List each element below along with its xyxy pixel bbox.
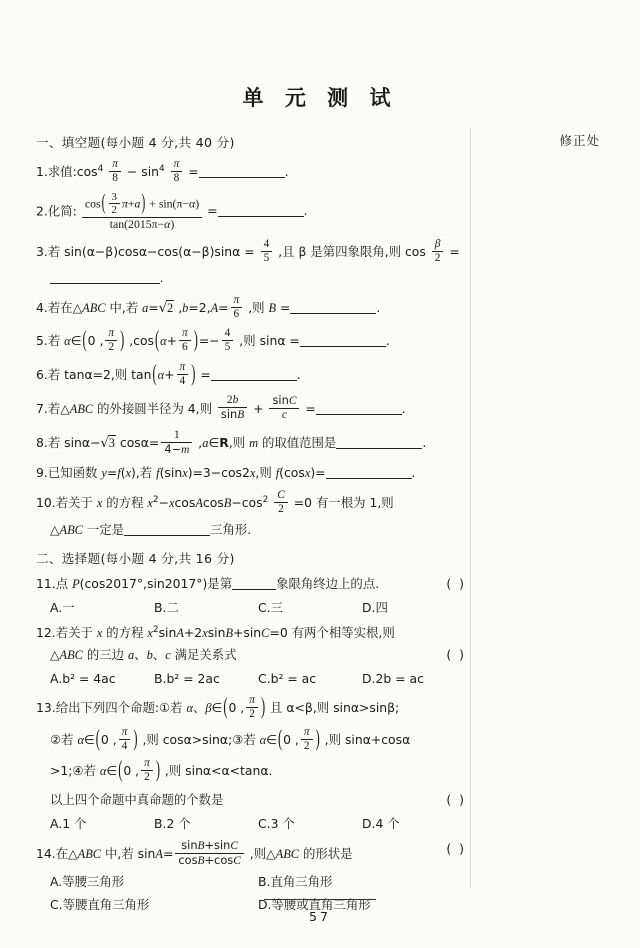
section-heading-fill-in: 一、填空题(每小题 4 分,共 40 分) — [36, 135, 235, 150]
exercise-content — [36, 128, 466, 921]
option-12-a[interactable]: A.b² = 4ac — [50, 671, 116, 687]
answer-bracket-14: ( ) — [446, 840, 466, 856]
section-heading-multiple-choice: 二、选择题(每小题 4 分,共 16 分) — [36, 550, 235, 566]
option-13-c[interactable]: C.3 个 — [258, 815, 295, 831]
question-2: 2.化简: cos( $\frac{3}{2}$ π+a) + sin(π−α) tan(2015π−α) = . — [36, 190, 308, 232]
question-13: 13.给出下列四个命题:①若 α、β∈(0 , $\frac{\pi}{2}$ ) 且 α<β,则 sinα>sinβ; ②若 α∈(0 , $\frac{\pi}{4}$ ) ,则 cosα>sinα;③若 α∈(0 , $\frac{\pi}{2}$ ) ,则 sinα+cosα >1;④若 α∈(0 , $\frac{\pi}{2}$ ) ,则 sinα<α<tanα. ( ) 以上四个命题中真命题的个数是 A.1 个 B.2 个 C.3 个 D.4 个 — [36, 692, 466, 831]
question-9: 9.已知函数 y=f(x),若 f(sinx)=3−cos2x,则 f(cosx)= . — [36, 465, 416, 481]
question-13-tail: 以上四个命题中真命题的个数是 — [50, 791, 224, 807]
options-14-row1 — [50, 873, 466, 891]
option-12-b[interactable]: B.b² = 2ac — [154, 671, 220, 687]
option-13-d[interactable]: D.4 个 — [362, 815, 400, 831]
page-title: 单 元 测 试 — [242, 86, 398, 110]
margin-note-label: 修正处 — [559, 133, 600, 148]
option-11-b[interactable]: B.二 — [154, 600, 179, 616]
question-11: ( ) 11.点 P(cos2017°,sin2017°)是第 象限角终边上的点. A.一 B.二 C.三 D.四 — [36, 576, 466, 616]
question-10: 10.若关于 x 的方程 $x^2-xcosAcosB-\cos^2$ $\frac{C}{2}$ =0 有一根为 1,则 △ABC 一定是 三角形. — [36, 489, 394, 537]
option-12-c[interactable]: C.b² = ac — [258, 671, 317, 687]
page-number: 57 — [309, 909, 331, 924]
question-6: 6.若 tanα=2,则 tan(α+ $\frac{\pi}{4}$ ) = . — [36, 359, 301, 387]
option-11-a[interactable]: A.一 — [50, 600, 75, 616]
option-12-d[interactable]: D.2b = ac — [362, 671, 424, 687]
option-14-a[interactable]: A.等腰三角形 — [50, 874, 125, 890]
options-12 — [50, 670, 466, 688]
option-14-d[interactable]: D.等腰或直角三角形 — [258, 897, 371, 913]
option-11-d[interactable]: D.四 — [362, 600, 388, 616]
option-14-b[interactable]: B.直角三角形 — [258, 874, 333, 890]
answer-bracket-11: ( ) — [446, 576, 466, 592]
question-1: 1.求值$:\cos^4$ $\frac{\pi}{8}$ − $\sin^4$ $\frac{\pi}{8}$ = . — [36, 158, 289, 185]
option-13-a[interactable]: A.1 个 — [50, 815, 87, 831]
options-11 — [50, 599, 466, 617]
margin-divider — [470, 128, 471, 888]
question-4: 4.若在△ABC 中,若 a=√2 ,b=2,A= $\frac{\pi}{6}$ ,则 B = . — [36, 293, 381, 320]
options-13 — [50, 815, 466, 833]
question-5: 5.若 α∈(0 , $\frac{\pi}{2}$ ) ,cos(α+ $\frac{\pi}{6}$ )=− $\frac{4}{5}$ ,则 sinα = . — [36, 325, 390, 354]
question-7: 7.若△ABC 的外接圆半径为 4,则 $\frac{2b}{\sin B}$ + $\frac{\sin C}{c}$ = . — [36, 393, 406, 422]
question-8: 8.若 sinα−√3 cosα= $\frac{1}{4-m}$ ,a∈R,则 m 的取值范围是 . — [36, 428, 427, 456]
footer-rule — [264, 899, 376, 900]
option-13-b[interactable]: B.2 个 — [154, 815, 191, 831]
question-14: ( ) 14.在△ABC 中,若 sinA= $\frac{\sin B+\sin C}{\cos B+\cos C}$ ,则△ABC 的形状是 A.等腰三角形 B.直角三角形 C.等腰直角三角形 D.等腰或直角三角形 — [36, 839, 466, 913]
answer-bracket-12: ( ) — [446, 647, 466, 663]
question-3: 3.若 sin(α−β)cosα−cos(α−β)sinα = $\frac{4}{5}$ ,且 β 是第四象限角,则 cos $\frac{\beta}{2}$ = . — [36, 238, 460, 285]
option-14-c[interactable]: C.等腰直角三角形 — [50, 897, 150, 913]
answer-bracket-13: ( ) — [446, 791, 466, 807]
question-12: 12.若关于 x 的方程 $x^2\sin A+2xsinB+\sin C=0$ 有两个相等实根,则 ( ) △ABC 的三边 a、b、c 满足关系式 A.b² = 4ac B.b² = 2ac C.b² = ac D.2b = ac — [36, 625, 466, 687]
option-11-c[interactable]: C.三 — [258, 600, 283, 616]
